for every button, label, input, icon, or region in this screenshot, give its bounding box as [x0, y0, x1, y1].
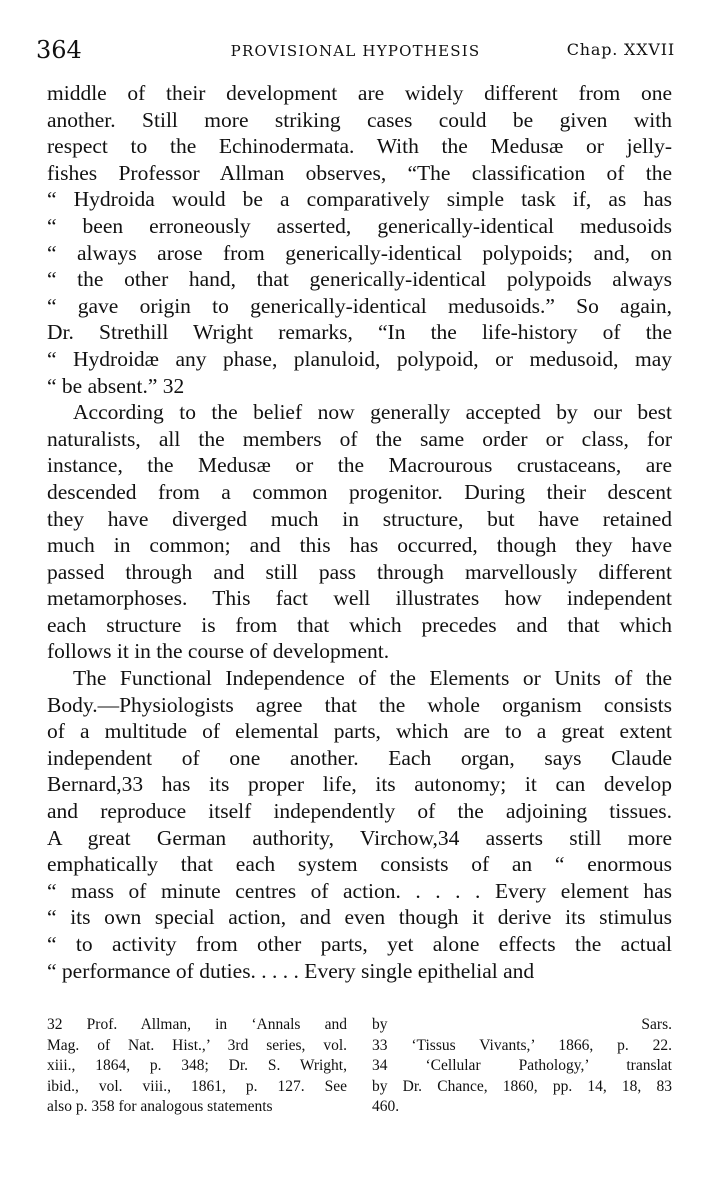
text-line: According to the belief now generally accepted by our best: [73, 400, 672, 425]
text-line: metamorphoses. This fact well illustrates how independent: [47, 586, 672, 611]
text-line: “ be absent.” 32: [47, 373, 185, 398]
footnote-line: ibid., vol. viii., 1861, p. 127. See: [47, 1077, 347, 1095]
text-line: follows it in the course of development.: [47, 639, 390, 664]
text-line: instance, the Medusæ or the Macrourous crustaceans, are: [47, 453, 672, 478]
text-line: “ always arose from generically-identical polypoids; and, on: [47, 240, 672, 265]
text-line: “ performance of duties. . . . . Every single epithelial and: [47, 958, 535, 983]
text-line: emphatically that each system consists of an “ enormous: [47, 852, 672, 877]
footnote-line: 460.: [372, 1098, 400, 1115]
text-line: “ mass of minute centres of action. . . . . Every element has: [47, 878, 672, 903]
text-line: independent of one another. Each organ, says Claude: [47, 745, 672, 770]
text-line: each structure is from that which precedes and that which: [47, 612, 672, 637]
text-line: “ gave origin to generically-identical medusoids.” So again,: [47, 293, 672, 318]
text-line: Dr. Strethill Wright remarks, “In the life-history of the: [47, 320, 672, 345]
footnote-line: 33 ‘Tissus Vivants,’ 1866, p. 22.: [372, 1036, 672, 1054]
text-line: naturalists, all the members of the same order or class, for: [47, 426, 672, 451]
body-text: [47, 80, 672, 984]
text-line: descended from a common progenitor. During their descent: [47, 479, 672, 504]
text-line: “ been erroneously asserted, generically-identical medusoids: [47, 213, 672, 238]
footnotes-right-column: [372, 1015, 672, 1118]
chapter-label: Chap. XXVII: [566, 40, 675, 59]
footnote-line: by Dr. Chance, 1860, pp. 14, 18, 83: [372, 1077, 672, 1095]
footnote-line: 34 ‘Cellular Pathology,’ translat: [372, 1057, 672, 1074]
text-line: fishes Professor Allman observes, “The classification of the: [47, 160, 672, 185]
text-line: The Functional Independence of the Elements or Units of the: [73, 666, 672, 691]
page-header: [36, 36, 675, 66]
text-line: and reproduce itself independently of the adjoining tissues.: [47, 799, 672, 824]
footnote-line: by Sars.: [372, 1016, 672, 1033]
footnote-line: Mag. of Nat. Hist.,’ 3rd series, vol.: [47, 1036, 347, 1054]
text-line: another. Still more striking cases could be given with: [47, 107, 672, 132]
text-line: “ the other hand, that generically-identical polypoids always: [47, 267, 672, 292]
text-line: “ Hydroidæ any phase, planuloid, polypoid, or medusoid, may: [47, 346, 672, 371]
text-line: A great German authority, Virchow,34 asserts still more: [47, 825, 672, 850]
text-line: of a multitude of elemental parts, which are to a great extent: [47, 719, 672, 744]
footnote-line: xiii., 1864, p. 348; Dr. S. Wright,: [47, 1057, 347, 1074]
text-line: “ Hydroida would be a comparatively simple task if, as has: [47, 187, 672, 212]
text-line: respect to the Echinodermata. With the Medusæ or jelly-: [47, 134, 672, 159]
text-line: they have diverged much in structure, but have retained: [47, 506, 672, 531]
text-line: “ its own special action, and even though it derive its stimulus: [47, 905, 672, 930]
text-line: much in common; and this has occurred, though they have: [47, 533, 672, 558]
footnote-line: 32 Prof. Allman, in ‘Annals and: [47, 1016, 347, 1033]
text-line: passed through and still pass through marvellously different: [47, 559, 672, 584]
footnotes-left-column: [47, 1015, 347, 1118]
text-line: “ to activity from other parts, yet alone effects the actual: [47, 932, 672, 956]
text-line: middle of their development are widely different from one: [47, 81, 672, 105]
running-title: PROVISIONAL HYPOTHESIS: [230, 42, 481, 60]
text-line: Bernard,33 has its proper life, its autonomy; it can develop: [47, 772, 672, 797]
text-line: Body.—Physiologists agree that the whole organism consists: [47, 692, 672, 717]
footnote-line: also p. 358 for analogous statements: [47, 1098, 273, 1115]
page-number: 364: [36, 36, 82, 64]
